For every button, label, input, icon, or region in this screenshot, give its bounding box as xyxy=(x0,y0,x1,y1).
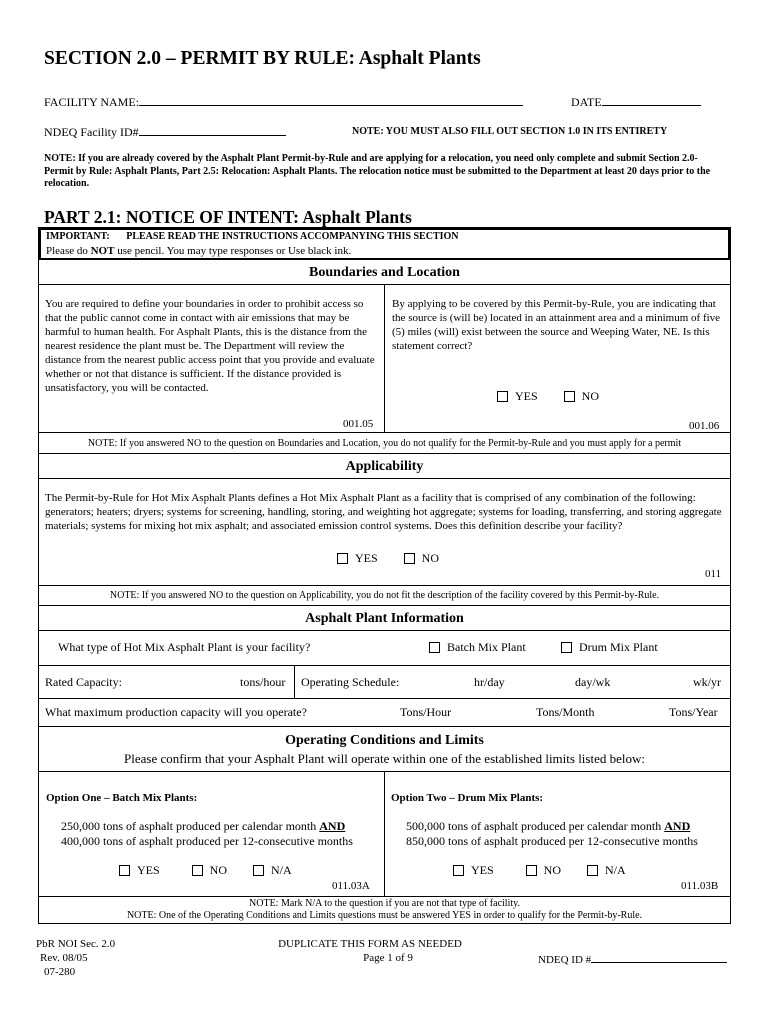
important-line xyxy=(46,231,459,244)
applicability-no-checkbox[interactable] xyxy=(404,553,415,564)
rated-capacity-label: Rated Capacity: xyxy=(45,675,122,689)
ndeq-id-label: NDEQ ID # xyxy=(538,954,592,966)
option-two-code: 011.03B xyxy=(681,880,719,892)
hr-day-unit: hr/day xyxy=(474,675,505,689)
option-one-no-label: NO xyxy=(209,863,228,877)
boundaries-left-code: 001.05 xyxy=(343,418,374,430)
boundaries-answer xyxy=(497,389,599,404)
option-two-line1: 500,000 tons of asphalt produced per calendar month AND xyxy=(406,819,691,833)
applicability-code: 011 xyxy=(705,568,722,580)
boundaries-yes-checkbox[interactable] xyxy=(497,391,508,402)
option-one-line1: 250,000 tons of asphalt produced per calendar month AND xyxy=(61,819,346,833)
tons-year-label: Tons/Year xyxy=(669,705,718,719)
batch-mix-checkbox[interactable] xyxy=(429,642,440,653)
drum-mix-label: Drum Mix Plant xyxy=(579,640,658,654)
facility-id-field[interactable] xyxy=(139,124,286,136)
option-two-no-label: NO xyxy=(543,863,562,877)
tons-hour-label: Tons/Hour xyxy=(400,705,452,719)
operating-subheading: Please confirm that your Asphalt Plant will operate within one of the established limits listed below: xyxy=(124,751,645,766)
part-title: PART 2.1: NOTICE OF INTENT: Asphalt Plants xyxy=(44,207,412,227)
page-number: Page 1 of 9 xyxy=(363,952,413,964)
applicability-no-label: NO xyxy=(421,551,440,565)
plant-info-heading: Asphalt Plant Information xyxy=(305,611,464,626)
plant-type-batch xyxy=(429,640,526,655)
applicability-yes-label: YES xyxy=(355,551,378,565)
boundaries-no-label: NO xyxy=(581,389,600,403)
rated-capacity-field[interactable] xyxy=(130,668,235,694)
tons-month-label: Tons/Month xyxy=(536,705,595,719)
option-one-yes-label: YES xyxy=(137,863,160,877)
day-wk-unit: day/wk xyxy=(575,675,611,689)
boundaries-right-text: By applying to be covered by this Permit-by-Rule, you are indicating that the source is (will be) located in an attainment area and a minimum of five (5) miles (will) exist between the source and Weeping Water, NE. Is this statement correct? xyxy=(392,298,721,352)
batch-mix-label: Batch Mix Plant xyxy=(447,640,526,654)
applicability-heading: Applicability xyxy=(345,459,424,474)
day-wk-field[interactable] xyxy=(510,668,570,694)
form-code: PbR NOI Sec. 2.0 xyxy=(36,938,116,950)
option-two-yes-checkbox[interactable] xyxy=(453,865,464,876)
facility-name-row xyxy=(44,94,523,110)
option-one-na-checkbox[interactable] xyxy=(253,865,264,876)
operating-note-1: NOTE: Mark N/A to the question if you are not that type of facility. xyxy=(249,898,520,909)
applicability-text: The Permit-by-Rule for Hot Mix Asphalt Plants defines a Hot Mix Asphalt Plant as a facility that is comprised of any combination of the following: generators; heaters; dryers; systems for screening, handling, storing, and weighting hot aggregate; systems for loading, transferring, and storing aggregate materials; systems for mixing hot mix asphalt; and associated emission control systems. Does this definition describe your facility? xyxy=(45,492,722,532)
date-field[interactable] xyxy=(602,94,701,106)
boundaries-heading: Boundaries and Location xyxy=(309,265,460,280)
facility-name-label: FACILITY NAME: xyxy=(44,95,139,109)
wk-yr-field[interactable] xyxy=(618,668,688,694)
drum-mix-checkbox[interactable] xyxy=(561,642,572,653)
plant-type-drum xyxy=(561,640,658,655)
applicability-note: NOTE: If you answered NO to the question on Applicability, you do not fit the description of the facility covered by this Permit-by-Rule. xyxy=(109,590,660,601)
option-two-title: Option Two – Drum Mix Plants: xyxy=(391,792,544,804)
operating-schedule-label: Operating Schedule: xyxy=(301,675,400,689)
option-one-no-checkbox[interactable] xyxy=(192,865,203,876)
plant-type-question: What type of Hot Mix Asphalt Plant is your facility? xyxy=(58,640,311,654)
facility-id-row xyxy=(44,124,286,140)
option-two-answers xyxy=(453,863,626,878)
boundaries-no-checkbox[interactable] xyxy=(564,391,575,402)
boundaries-note: NOTE: If you answered NO to the question on Boundaries and Location, you do not qualify for the Permit-by-Rule and you must apply for a permit xyxy=(87,438,682,449)
pencil-note: Please do NOT use pencil. You may type responses or Use black ink. xyxy=(46,245,352,257)
option-one-na-label: N/A xyxy=(271,863,292,877)
relocation-note: NOTE: If you are already covered by the Asphalt Plant Permit-by-Rule and are applying for a relocation, you need only complete and submit Section 2.0-Permit by Rule: Asphalt Plants, Part 2.5: Relocation: Asphalt Plants. The relocation notice must be submitted to the Department at least 20 days prior to the relocation. xyxy=(44,153,711,189)
option-one-title: Option One – Batch Mix Plants: xyxy=(46,792,198,804)
hr-day-field[interactable] xyxy=(408,668,470,694)
duplicate-note: DUPLICATE THIS FORM AS NEEDED xyxy=(278,938,462,950)
applicability-yes-checkbox[interactable] xyxy=(337,553,348,564)
date-row xyxy=(571,94,701,110)
option-two-na-label: N/A xyxy=(605,863,626,877)
option-two-na-checkbox[interactable] xyxy=(587,865,598,876)
page-title: SECTION 2.0 – PERMIT BY RULE: Asphalt Plants xyxy=(44,48,481,69)
wk-yr-unit: wk/yr xyxy=(693,675,721,689)
option-two-yes-label: YES xyxy=(471,863,494,877)
section1-note: NOTE: YOU MUST ALSO FILL OUT SECTION 1.0 IN ITS ENTIRETY xyxy=(352,126,668,137)
form-number: 07-280 xyxy=(44,966,76,978)
option-one-line2: 400,000 tons of asphalt produced per 12-consecutive months xyxy=(61,834,353,848)
ndeq-id-row xyxy=(538,951,727,967)
facility-name-field[interactable] xyxy=(139,94,523,106)
option-one-code: 011.03A xyxy=(332,880,370,892)
operating-heading: Operating Conditions and Limits xyxy=(285,733,484,748)
applicability-answer xyxy=(337,551,439,566)
boundaries-yes-label: YES xyxy=(515,389,538,403)
important-label: IMPORTANT: xyxy=(46,231,110,242)
facility-id-label: NDEQ Facility ID# xyxy=(44,125,139,139)
option-one-yes-checkbox[interactable] xyxy=(119,865,130,876)
max-capacity-question: What maximum production capacity will you operate? xyxy=(45,705,307,719)
ndeq-id-field[interactable] xyxy=(591,951,727,963)
boundaries-left-text: You are required to define your boundaries in order to prohibit access so that the public cannot come in contact with air emissions that may be harmful to human health. For Asphalt Plants, this is the distance from the nearest residence the plant must be. The Department will review the distance from the nearest public access point that you provide and evaluate whether or not that distance is sufficient. If the distance provided is unsatisfactory, you will be contacted. xyxy=(45,298,375,394)
important-text: PLEASE READ THE INSTRUCTIONS ACCOMPANYING THIS SECTION xyxy=(126,231,459,242)
operating-note-2: NOTE: One of the Operating Conditions and Limits questions must be answered YES in order to qualify for the Permit-by-Rule. xyxy=(126,910,643,921)
option-two-line2: 850,000 tons of asphalt produced per 12-consecutive months xyxy=(406,834,698,848)
boundaries-right-code: 001.06 xyxy=(689,420,720,432)
form-revision: Rev. 08/05 xyxy=(40,952,88,964)
date-label: DATE xyxy=(571,95,602,109)
tons-hour-unit: tons/hour xyxy=(240,675,286,689)
option-two-no-checkbox[interactable] xyxy=(526,865,537,876)
option-one-answers xyxy=(119,863,292,878)
